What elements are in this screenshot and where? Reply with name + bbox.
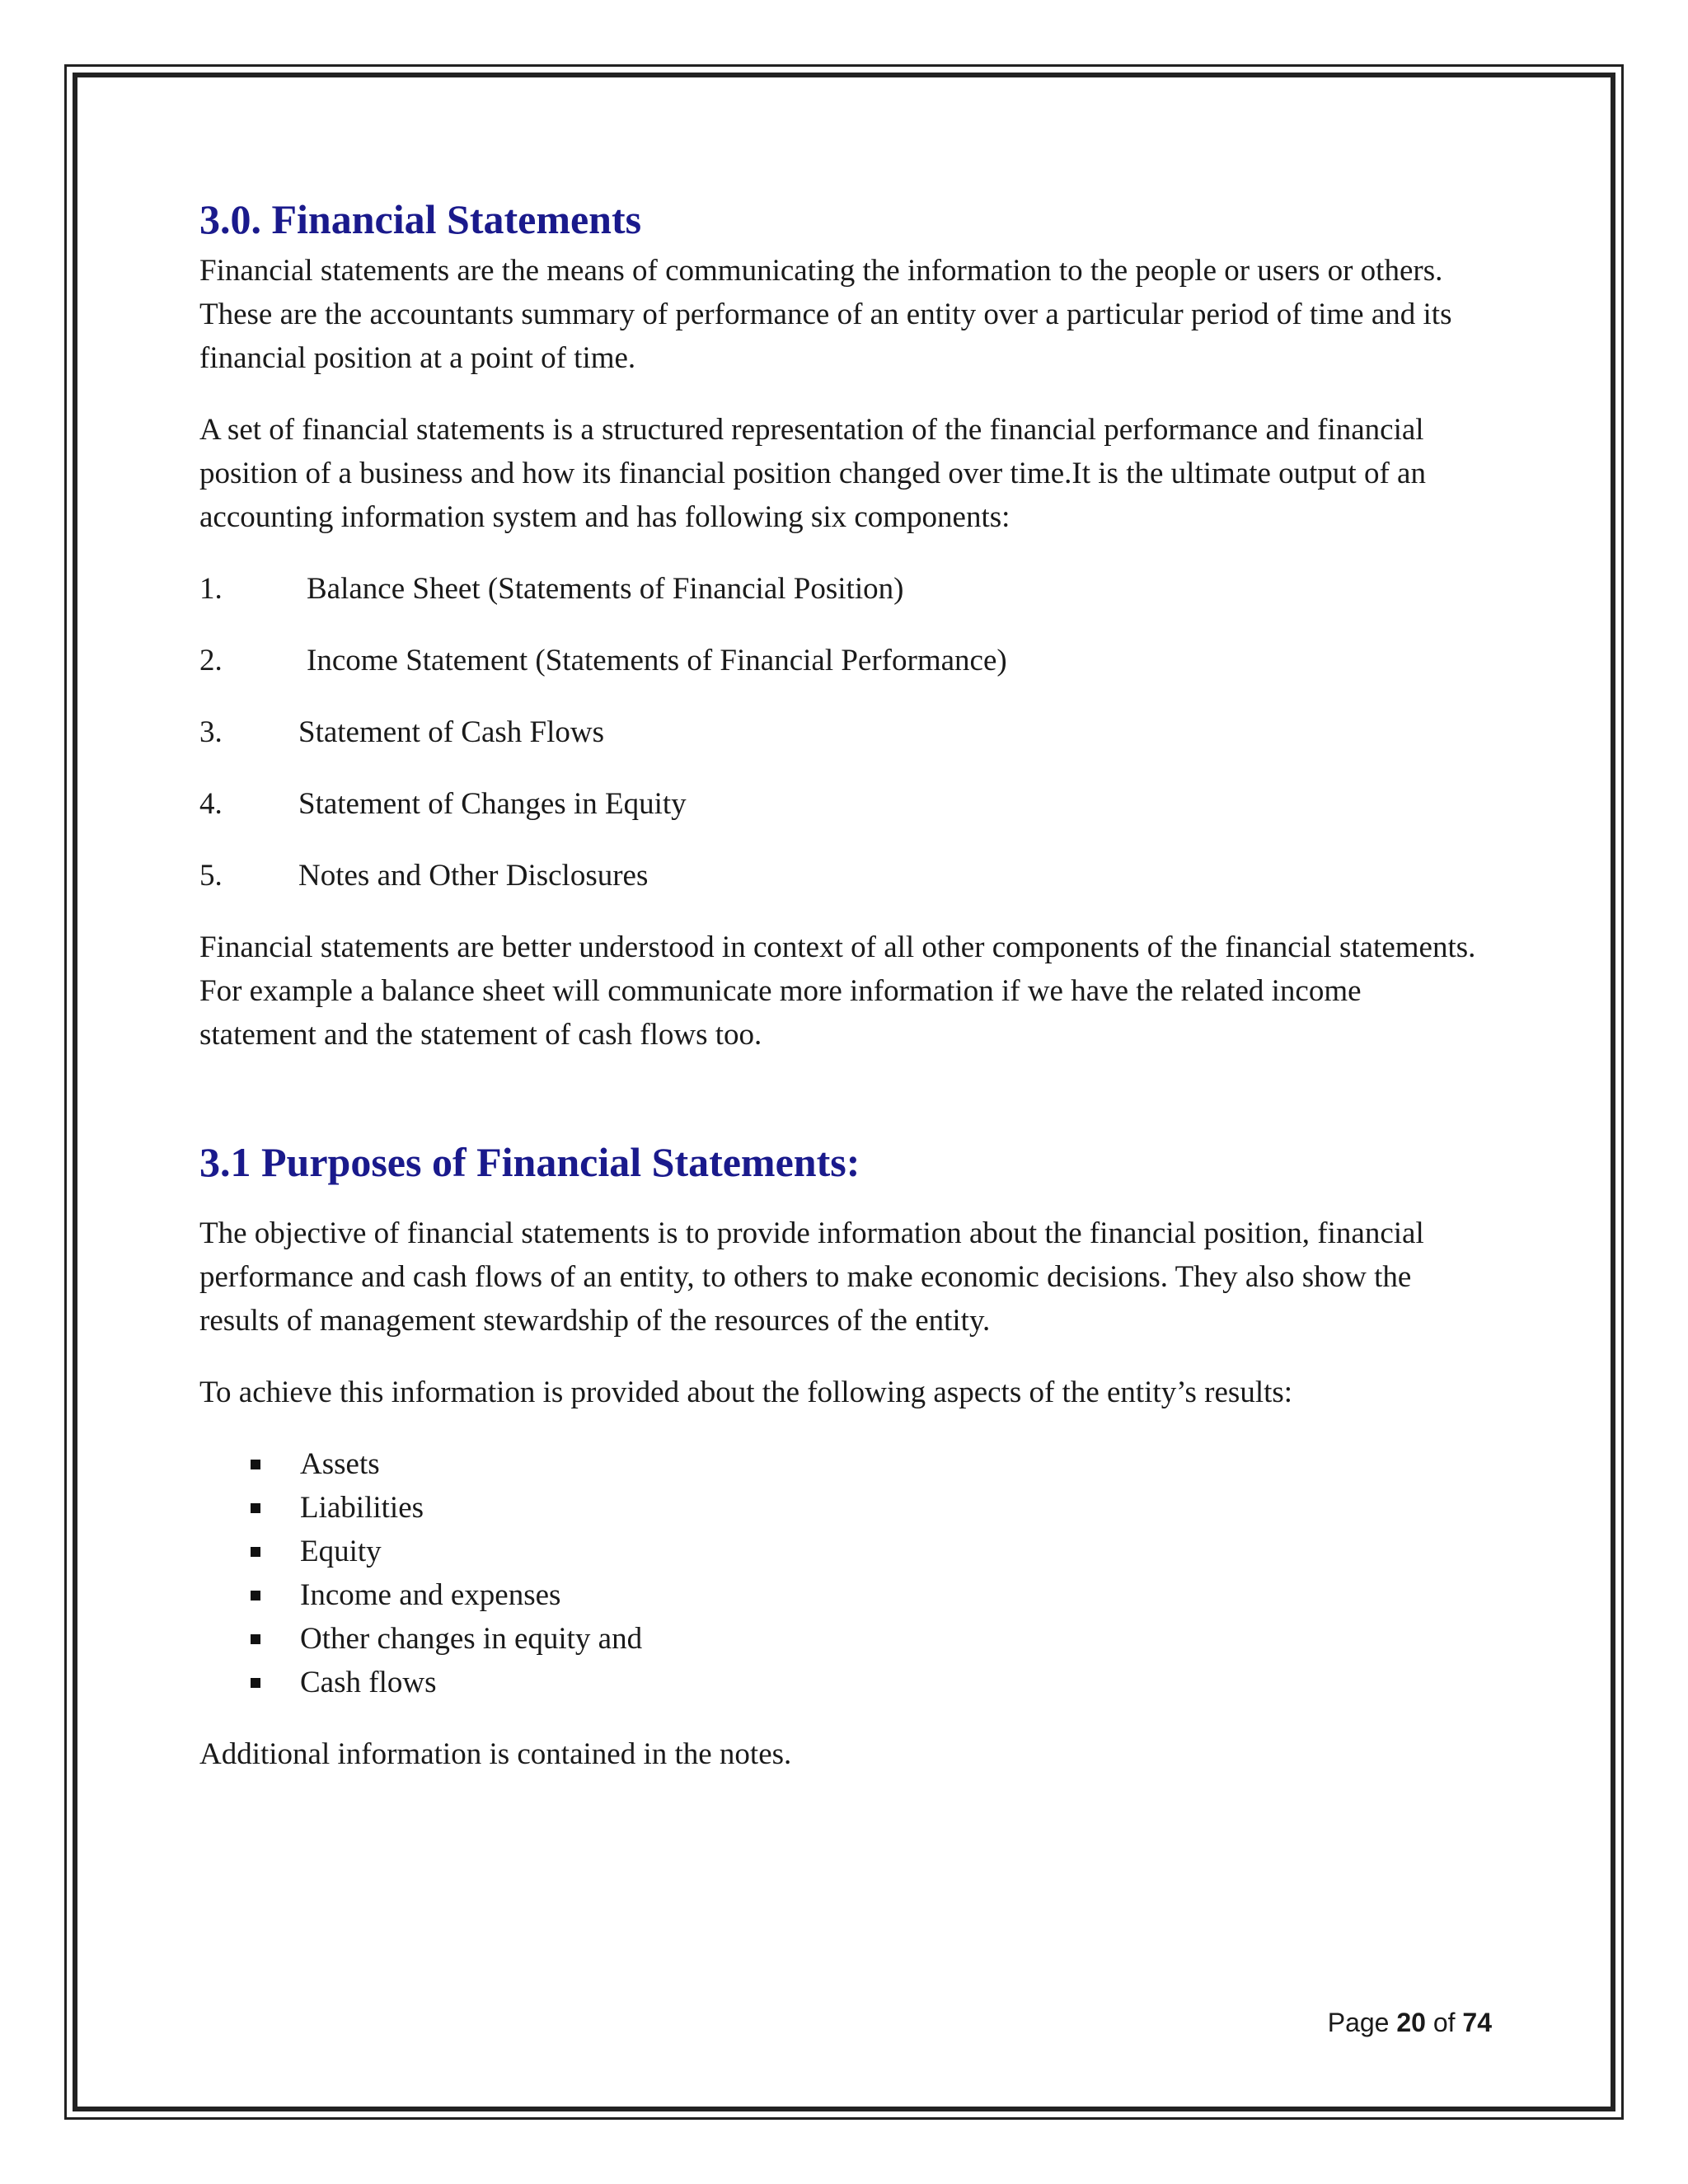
section-heading-purposes: 3.1 Purposes of Financial Statements: — [199, 1139, 860, 1185]
list-item — [199, 1661, 1485, 1704]
square-bullet-icon — [251, 1678, 260, 1688]
square-bullet-icon — [251, 1460, 260, 1469]
list-item — [199, 1530, 1485, 1573]
list-item-number: 3. — [199, 715, 223, 749]
page-total: 74 — [1462, 2008, 1492, 2037]
page-number — [1328, 2008, 1492, 2038]
components-list — [199, 567, 1485, 898]
list-item-text: Notes and Other Disclosures — [298, 859, 649, 893]
list-item-text: Balance Sheet (Statements of Financial Position) — [307, 572, 904, 606]
paragraph-components-intro: A set of financial statements is a structured representation of the financial performance and financial position of a business and how its financial position changed over time.It is the ultimate output of an accounting information system and has following six components: — [199, 413, 1426, 534]
square-bullet-icon — [251, 1503, 260, 1513]
list-item — [199, 854, 1485, 898]
list-item-text: Liabilities — [300, 1491, 424, 1525]
page-label: Page — [1327, 2008, 1390, 2037]
list-item — [199, 1442, 1485, 1486]
list-item — [199, 639, 1485, 682]
list-item — [199, 1573, 1485, 1617]
list-item — [199, 1486, 1485, 1530]
list-item-number: 5. — [199, 859, 223, 893]
list-item — [199, 1617, 1485, 1661]
list-item-number: 2. — [199, 644, 223, 677]
list-item-text: Cash flows — [300, 1666, 437, 1699]
list-item — [199, 567, 1485, 611]
section-heading-financial-statements: 3.0. Financial Statements — [199, 196, 642, 242]
list-item — [199, 710, 1485, 754]
page-of: of — [1432, 2008, 1456, 2037]
page-current: 20 — [1396, 2008, 1426, 2037]
list-item-number: 1. — [199, 572, 223, 606]
list-item-text: Income and expenses — [300, 1578, 561, 1612]
paragraph-objective: The objective of financial statements is to provide information about the financial position, financial performance and cash flows of an entity, to others to make economic decisions. They also show the results of management stewardship of the resources of the entity. — [199, 1216, 1424, 1338]
paragraph-context: Financial statements are better understood in context of all other components of the financial statements. For example a balance sheet will communicate more information if we have the related income statement and the statement of cash flows too. — [199, 930, 1476, 1052]
list-item-text: Statement of Cash Flows — [298, 715, 605, 749]
square-bullet-icon — [251, 1634, 260, 1644]
document-body — [199, 194, 1485, 1804]
list-item-text: Other changes in equity and — [300, 1622, 643, 1656]
square-bullet-icon — [251, 1547, 260, 1557]
list-item-text: Assets — [300, 1447, 380, 1481]
list-item-number: 4. — [199, 787, 223, 821]
square-bullet-icon — [251, 1591, 260, 1601]
list-item-text: Equity — [300, 1535, 382, 1568]
paragraph-aspects-intro: To achieve this information is provided about the following aspects of the entity’s results: — [199, 1376, 1293, 1409]
paragraph-definition: Financial statements are the means of communicating the information to the people or users or others. These are the accountants summary of performance of an entity over a particular period of time and its financial position at a point of time. — [199, 254, 1452, 375]
list-item-text: Income Statement (Statements of Financial Performance) — [307, 644, 1007, 677]
list-item-text: Statement of Changes in Equity — [298, 787, 687, 821]
paragraph-notes: Additional information is contained in the notes. — [199, 1737, 792, 1771]
list-item — [199, 782, 1485, 826]
aspects-list — [199, 1442, 1485, 1704]
